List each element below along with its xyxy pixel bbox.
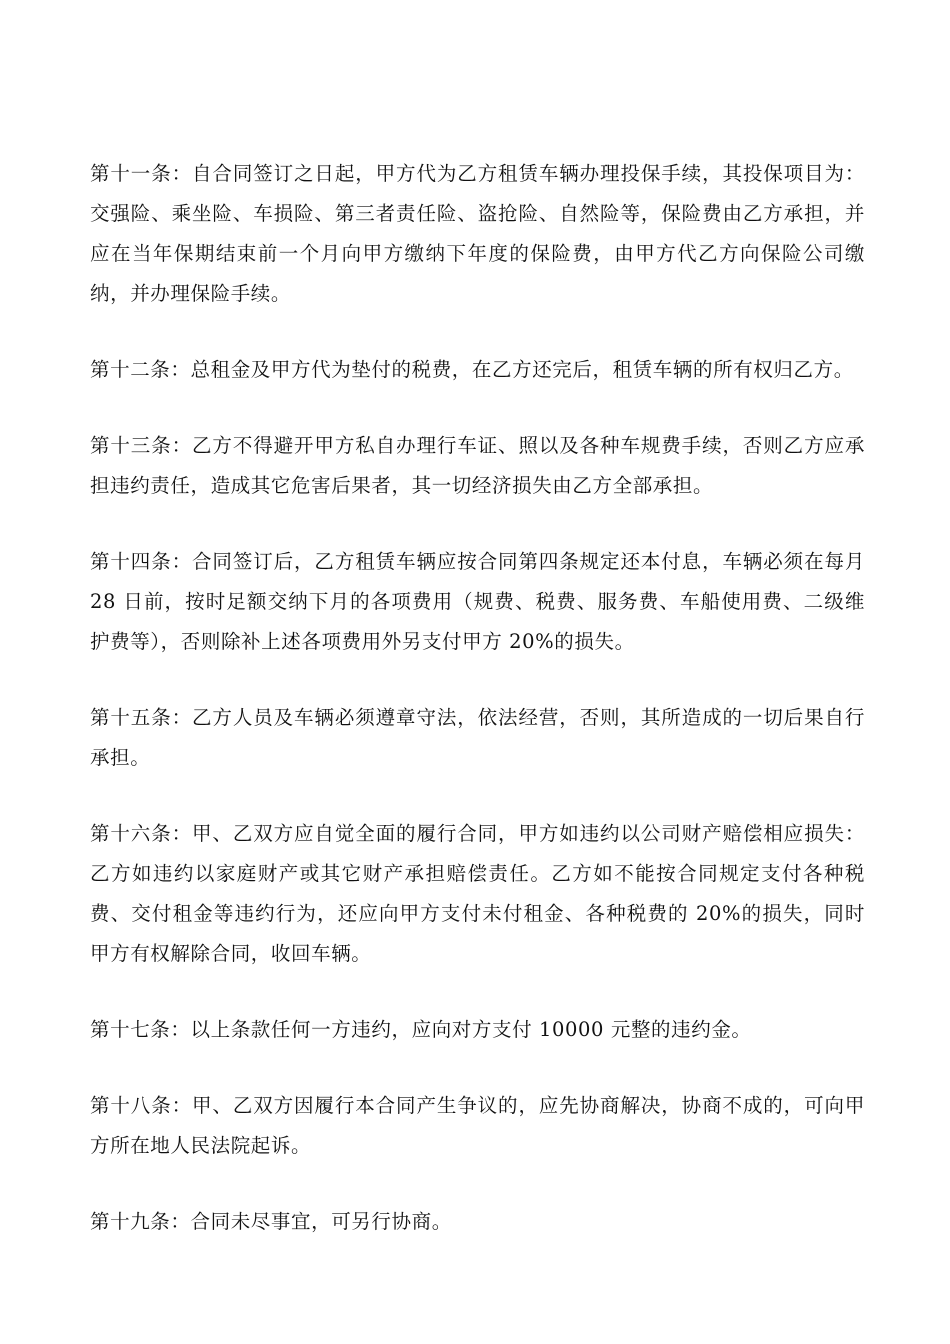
clause-16: 第十六条：甲、乙双方应自觉全面的履行合同，甲方如违约以公司财产赔偿相应损失：乙方如违约以家庭财产或其它财产承担赔偿责任。乙方如不能按合同规定支付各种税费、交付租金等违约行为，还应向甲方支付未付租金、各种税费的 20%的损失，同时甲方有权解除合同，收回车辆。 [90, 822, 865, 965]
clause-17: 第十七条：以上条款任何一方违约，应向对方支付 10000 元整的违约金。 [90, 1018, 752, 1041]
clause-19: 第十九条：合同未尽事宜，可另行协商。 [90, 1210, 452, 1233]
clause-15: 第十五条：乙方人员及车辆必须遵章守法，依法经营，否则，其所造成的一切后果自行承担。 [90, 706, 865, 769]
contract-body [90, 154, 872, 1278]
clause-18: 第十八条：甲、乙双方因履行本合同产生争议的，应先协商解决，协商不成的，可向甲方所在地人民法院起诉。 [90, 1094, 865, 1157]
clause-12: 第十二条：总租金及甲方代为垫付的税费，在乙方还完后，租赁车辆的所有权归乙方。 [90, 358, 854, 381]
clause-11: 第十一条：自合同签订之日起，甲方代为乙方租赁车辆办理投保手续，其投保项目为：交强险、乘坐险、车损险、第三者责任险、盗抢险、自然险等，保险费由乙方承担，并应在当年保期结束前一个月向甲方缴纳下年度的保险费，由甲方代乙方向保险公司缴纳，并办理保险手续。 [90, 162, 865, 305]
clause-13: 第十三条：乙方不得避开甲方私自办理行车证、照以及各种车规费手续，否则乙方应承担违约责任，造成其它危害后果者，其一切经济损失由乙方全部承担。 [90, 434, 865, 497]
clause-14: 第十四条：合同签订后，乙方租赁车辆应按合同第四条规定还本付息，车辆必须在每月 28 日前，按时足额交纳下月的各项费用（规费、税费、服务费、车船使用费、二级维护费等），否则除补上述各项费用外另支付甲方 20%的损失。 [90, 550, 872, 653]
